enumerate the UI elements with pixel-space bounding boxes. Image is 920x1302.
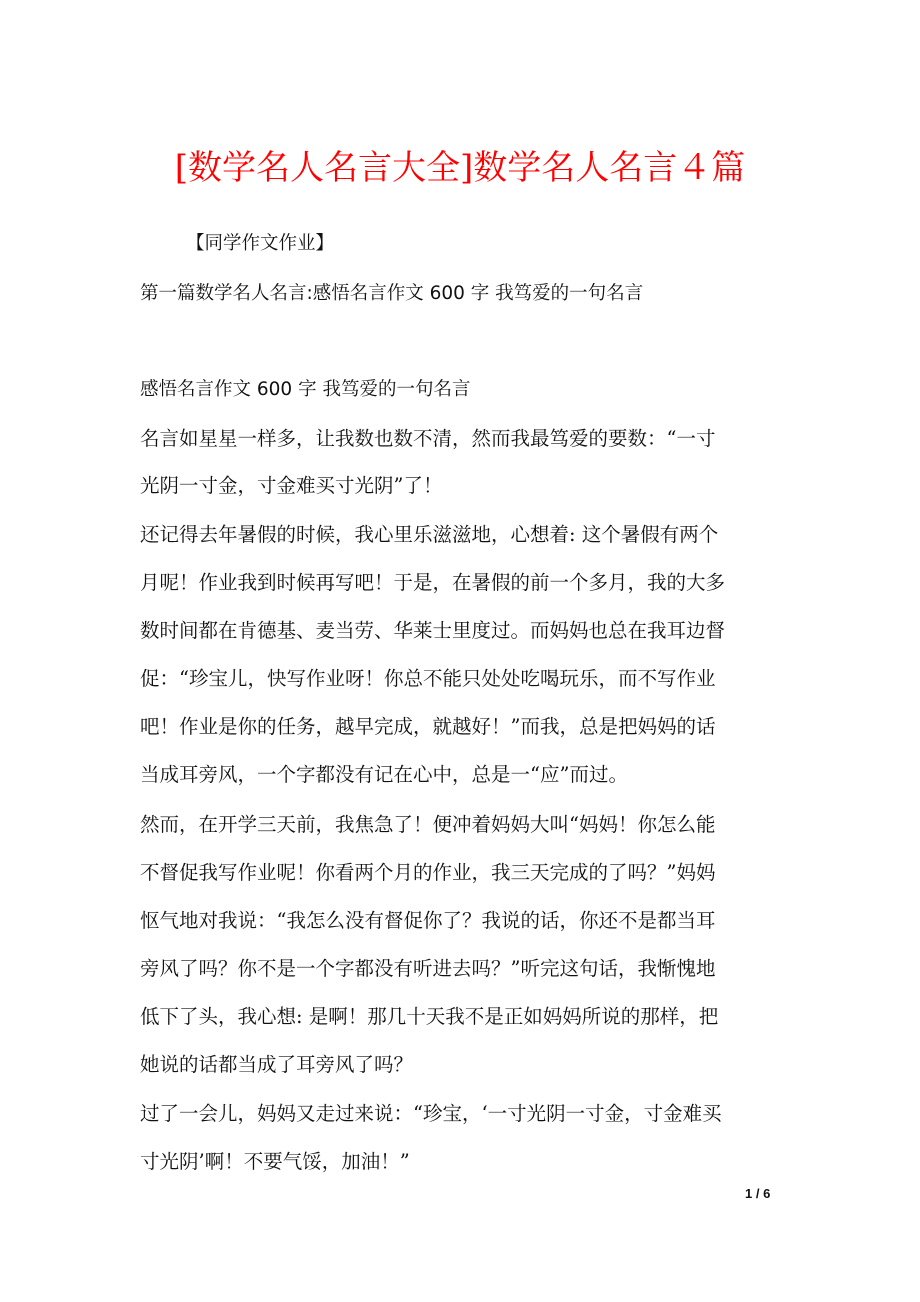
body-line: 寸光阴’啊！不要气馁，加油！” (140, 1150, 410, 1173)
body-line: 还记得去年暑假的时候，我心里乐滋滋地，心想着: 这个暑假有两个 (140, 523, 719, 546)
body-line: 过了一会儿，妈妈又走过来说：“珍宝，‘一寸光阴一寸金，寸金难买 (140, 1102, 722, 1125)
page-number: 1 / 6 (745, 1186, 771, 1201)
category-tag: 【同学作文作业】 (186, 233, 335, 254)
body-line: 低下了头，我心想: 是啊！那几十天我不是正如妈妈所说的那样，把 (140, 1005, 719, 1028)
body-line: 当成耳旁风，一个字都没有记在心中，总是一“应”而过。 (140, 763, 628, 786)
body-line: 然而，在开学三天前，我焦急了！便冲着妈妈大叫“妈妈！你怎么能 (140, 813, 716, 836)
body-line: 怄气地对我说：“我怎么没有督促你了？我说的话，你还不是都当耳 (140, 909, 716, 932)
body-line: 促：“珍宝儿，快写作业呀！你总不能只处处吃喝玩乐，而不写作业 (140, 667, 716, 690)
body-line: 数时间都在肯德基、麦当劳、华莱士里度过。而妈妈也总在我耳边督 (140, 619, 726, 642)
body-line: 不督促我写作业呢！你看两个月的作业，我三天完成的了吗？”妈妈 (140, 861, 716, 884)
body-line: 月呢！作业我到时候再写吧！于是，在暑假的前一个多月，我的大多 (140, 571, 726, 594)
body-line: 名言如星星一样多，让我数也数不清，然而我最笃爱的要数：“一寸 (140, 427, 716, 450)
section-heading: 第一篇数学名人名言:感悟名言作文 600 字 我笃爱的一句名言 (140, 283, 644, 304)
body-line: 吧！作业是你的任务，越早完成，就越好！”而我，总是把妈妈的话 (140, 715, 716, 738)
document-title: [数学名人名言大全]数学名人名言４篇 (174, 148, 746, 188)
body-line: 旁风了吗？你不是一个字都没有听进去吗？”听完这句话，我惭愧地 (140, 957, 716, 980)
body-line: 光阴一寸金，寸金难买寸光阴”了！ (140, 474, 443, 497)
body-line: 她说的话都当成了耳旁风了吗？ (140, 1053, 414, 1076)
essay-title: 感悟名言作文 600 字 我笃爱的一句名言 (140, 379, 471, 400)
